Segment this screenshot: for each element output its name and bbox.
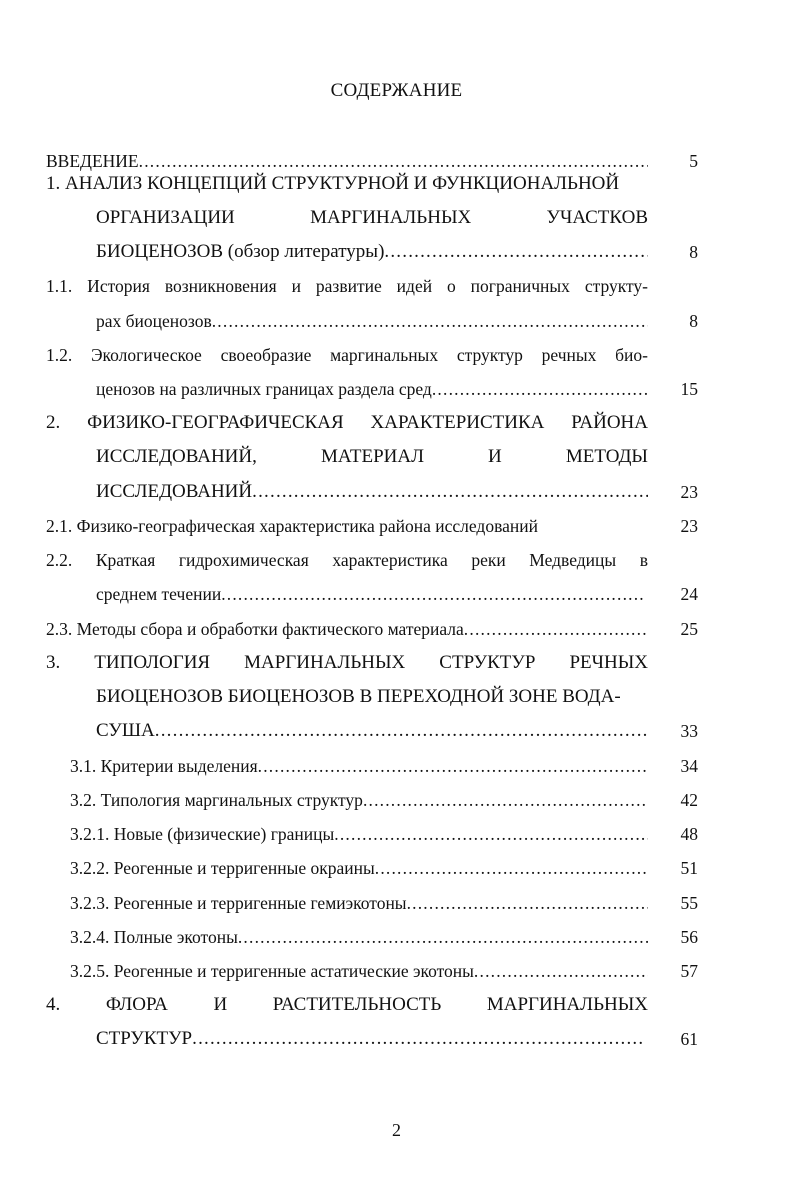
- toc-page-number: 34: [680, 756, 698, 776]
- toc-line: 4. ФЛОРА И РАСТИТЕЛЬНОСТЬ МАРГИНАЛЬНЫХ: [46, 994, 648, 1015]
- toc-line: БИОЦЕНОЗОВ БИОЦЕНОЗОВ В ПЕРЕХОДНОЙ ЗОНЕ ВОДА-: [96, 686, 621, 707]
- toc-line: 2.2. Краткая гидрохимическая характеристика реки Медведицы в: [46, 550, 648, 570]
- toc-line: СУША .....: [96, 716, 648, 746]
- dot-leader: [238, 922, 648, 952]
- toc-line: 3.2.5. Реогенные и терригенные астатические экотоны .....: [70, 956, 648, 986]
- toc-page-number: 5: [689, 151, 698, 171]
- toc-line: 2. ФИЗИКО-ГЕОГРАФИЧЕСКАЯ ХАРАКТЕРИСТИКА РАЙОНА: [46, 412, 648, 433]
- dot-leader: [252, 477, 648, 507]
- toc-line: 2.3. Методы сбора и обработки фактического материала .....: [46, 614, 648, 644]
- dot-leader: [363, 785, 648, 815]
- dot-leader: [192, 1024, 644, 1054]
- toc-line: 1. АНАЛИЗ КОНЦЕПЦИЙ СТРУКТУРНОЙ И ФУНКЦИОНАЛЬНОЙ: [46, 173, 620, 194]
- toc-page-number: 15: [680, 379, 698, 399]
- toc-line: 3.2.2. Реогенные и терригенные окраины .....: [70, 853, 648, 883]
- toc-line: 1.1. История возникновения и развитие идей о пограничных структу-: [46, 276, 648, 296]
- toc-line: рах биоценозов .....: [96, 306, 648, 336]
- page-title: СОДЕРЖАНИЕ: [330, 80, 463, 101]
- dot-leader: [212, 306, 648, 336]
- toc-line: 3.2. Типология маргинальных структур .....: [70, 785, 648, 815]
- toc-page-number: 42: [680, 790, 698, 810]
- toc-line: ИССЛЕДОВАНИЙ .....: [96, 477, 648, 507]
- toc-page-number: 24: [680, 584, 698, 604]
- dot-leader: [375, 853, 648, 883]
- toc-page-number: 33: [680, 721, 698, 741]
- toc-line: среднем течении .....: [96, 579, 644, 609]
- toc-line: БИОЦЕНОЗОВ (обзор литературы) .....: [96, 237, 648, 267]
- toc-line: 3.2.3. Реогенные и терригенные гемиэкотоны .....: [70, 888, 648, 918]
- toc-page-number: 56: [680, 927, 698, 947]
- toc-line: ИССЛЕДОВАНИЙ, МАТЕРИАЛ И МЕТОДЫ: [96, 446, 648, 467]
- toc-page-number: 48: [680, 824, 698, 844]
- dot-leader: [464, 614, 648, 644]
- toc-page-number: 23: [680, 516, 698, 536]
- dot-leader: [155, 716, 648, 746]
- dot-leader: [407, 888, 648, 918]
- toc-line: ОРГАНИЗАЦИИ МАРГИНАЛЬНЫХ УЧАСТКОВ: [96, 207, 648, 228]
- toc-page-number: 8: [689, 311, 698, 331]
- dot-leader: [334, 819, 648, 849]
- toc-line: 3. ТИПОЛОГИЯ МАРГИНАЛЬНЫХ СТРУКТУР РЕЧНЫХ: [46, 652, 648, 673]
- toc-page-number: 25: [680, 619, 698, 639]
- toc-line: 3.2.4. Полные экотоны .....: [70, 922, 648, 952]
- toc-line: 2.1. Физико-географическая характеристика района исследований: [46, 516, 538, 536]
- toc-line: ценозов на различных границах раздела сред .....: [96, 374, 648, 404]
- toc-page-number: 51: [680, 858, 698, 878]
- toc-line: 1.2. Экологическое своеобразие маргинальных структур речных био-: [46, 345, 648, 365]
- toc-line: 3.2.1. Новые (физические) границы .....: [70, 819, 648, 849]
- toc-page-number: 8: [689, 242, 698, 262]
- page-number-footer: 2: [392, 1120, 401, 1140]
- dot-leader: [432, 374, 648, 404]
- toc-page-number: 57: [680, 961, 698, 981]
- toc-line: 3.1. Критерии выделения .....: [70, 751, 648, 781]
- dot-leader: [474, 956, 648, 986]
- toc-line: ВВЕДЕНИЕ .....: [46, 146, 648, 176]
- dot-leader: [258, 751, 648, 781]
- dot-leader: [221, 579, 644, 609]
- toc-line: СТРУКТУР .....: [96, 1024, 644, 1054]
- toc-page-number: 23: [680, 482, 698, 502]
- dot-leader: [384, 237, 648, 267]
- toc-page-number: 61: [680, 1029, 698, 1049]
- toc-page-number: 55: [680, 893, 698, 913]
